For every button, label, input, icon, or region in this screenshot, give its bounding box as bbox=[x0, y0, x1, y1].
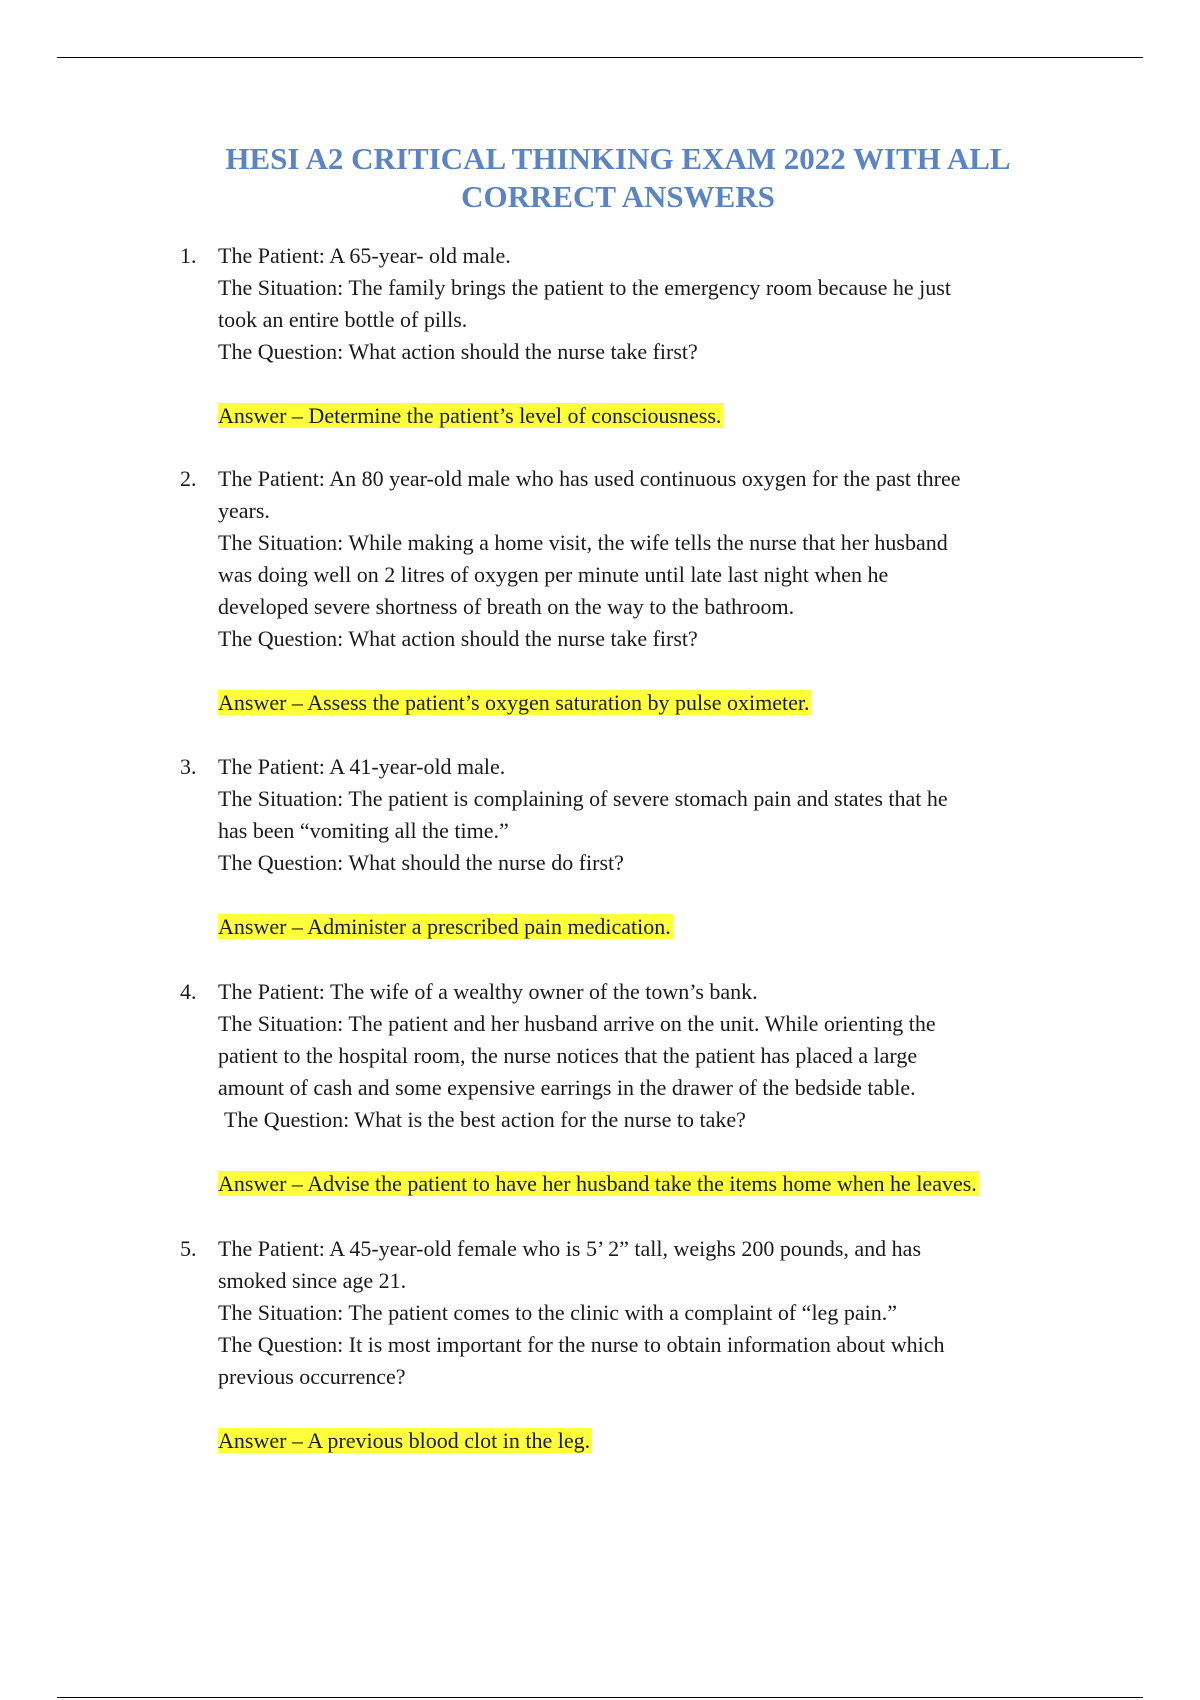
question-line: The Question: What action should the nurse take first? bbox=[218, 626, 698, 651]
situation-line: patient to the hospital room, the nurse notices that the patient has placed a large bbox=[218, 1043, 918, 1068]
question-body bbox=[218, 463, 1060, 719]
situation-line: The Situation: The family brings the patient to the emergency room because he just bbox=[218, 275, 951, 300]
question-line: The Question: What action should the nurse take first? bbox=[218, 339, 698, 364]
question-line: previous occurrence? bbox=[218, 1364, 406, 1389]
question-line: The Question: It is most important for the nurse to obtain information about which bbox=[218, 1332, 945, 1357]
situation-line: took an entire bottle of pills. bbox=[218, 307, 468, 332]
answer-row bbox=[218, 1425, 1060, 1457]
question-number: 3. bbox=[180, 754, 197, 779]
patient-line: The Patient: A 65-year- old male. bbox=[218, 243, 511, 268]
question-line: The Question: What should the nurse do first? bbox=[218, 850, 624, 875]
answer-highlight: Answer – A previous blood clot in the leg. bbox=[218, 1428, 591, 1453]
situation-line: developed severe shortness of breath on the way to the bathroom. bbox=[218, 594, 795, 619]
title-line-2: CORRECT ANSWERS bbox=[461, 179, 775, 214]
patient-line: smoked since age 21. bbox=[218, 1268, 407, 1293]
answer-row bbox=[218, 687, 1060, 719]
question-body bbox=[218, 240, 1060, 432]
patient-line: The Patient: An 80 year-old male who has used continuous oxygen for the past three bbox=[218, 466, 961, 491]
question-body bbox=[218, 1233, 1060, 1457]
answer-highlight: Answer – Administer a prescribed pain medication. bbox=[218, 914, 671, 939]
question-number: 4. bbox=[180, 979, 197, 1004]
situation-line: The Situation: The patient and her husband arrive on the unit. While orienting the bbox=[218, 1011, 936, 1036]
question-number: 1. bbox=[180, 243, 197, 268]
answer-row bbox=[218, 911, 1060, 943]
situation-line: amount of cash and some expensive earrings in the drawer of the bedside table. bbox=[218, 1075, 916, 1100]
patient-line: The Patient: A 45-year-old female who is 5’ 2” tall, weighs 200 pounds, and has bbox=[218, 1236, 922, 1261]
question-line: The Question: What is the best action for the nurse to take? bbox=[224, 1107, 746, 1132]
answer-highlight: Answer – Assess the patient’s oxygen saturation by pulse oximeter. bbox=[218, 690, 810, 715]
situation-line: The Situation: While making a home visit, the wife tells the nurse that her husband bbox=[218, 530, 948, 555]
question-body bbox=[218, 751, 1060, 943]
answer-row bbox=[218, 400, 1060, 432]
patient-line: The Patient: The wife of a wealthy owner of the town’s bank. bbox=[218, 979, 758, 1004]
question-number: 5. bbox=[180, 1236, 197, 1261]
situation-line: The Situation: The patient comes to the clinic with a complaint of “leg pain.” bbox=[218, 1300, 897, 1325]
bottom-rule bbox=[57, 1697, 1143, 1698]
patient-line: years. bbox=[218, 498, 270, 523]
question-number: 2. bbox=[180, 466, 197, 491]
answer-row bbox=[218, 1168, 1060, 1200]
title-line-1: HESI A2 CRITICAL THINKING EXAM 2022 WITH ALL bbox=[225, 141, 1011, 176]
situation-line: was doing well on 2 litres of oxygen per minute until late last night when he bbox=[218, 562, 889, 587]
situation-line: The Situation: The patient is complaining of severe stomach pain and states that he bbox=[218, 786, 948, 811]
answer-highlight: Answer – Advise the patient to have her husband take the items home when he leaves. bbox=[218, 1171, 977, 1196]
question-body bbox=[218, 976, 1060, 1200]
patient-line: The Patient: A 41-year-old male. bbox=[218, 754, 506, 779]
answer-highlight: Answer – Determine the patient’s level of consciousness. bbox=[218, 403, 722, 428]
situation-line: has been “vomiting all the time.” bbox=[218, 818, 509, 843]
